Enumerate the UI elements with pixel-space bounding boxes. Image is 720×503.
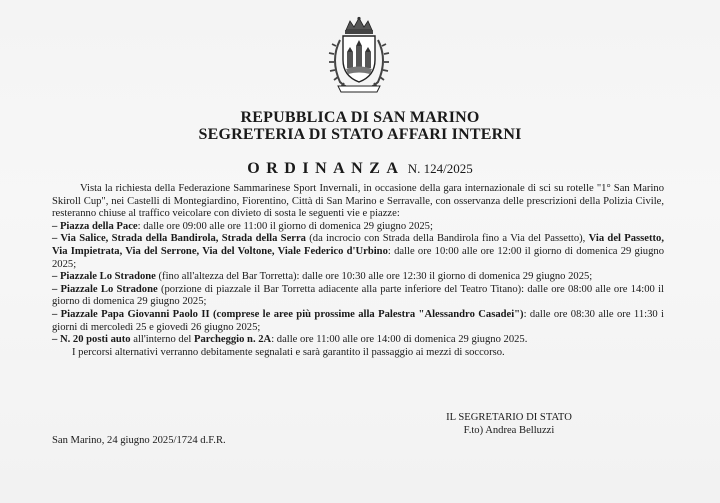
- item-street: Via del Passetto, Via Impietrata, Via del Serrone, Via del Voltone, Viale Federico d'Urbino: [52, 233, 664, 257]
- item-street: – Piazzale Lo Stradone: [52, 271, 156, 283]
- list-item: [52, 284, 664, 309]
- list-item: [52, 233, 664, 271]
- ordinanza-number: N. 124/2025: [407, 161, 473, 176]
- header-republic: REPUBBLICA DI SAN MARINO: [240, 109, 480, 126]
- header-secretariat: SEGRETERIA DI STATO AFFARI INTERNI: [198, 126, 522, 143]
- closing-paragraph: I percorsi alternativi verranno debitamente segnalati e sarà garantito il passaggio ai mezzi di soccorso.: [72, 346, 505, 358]
- ordinanza-word: ORDINANZA: [247, 160, 405, 177]
- list-item: [52, 271, 664, 284]
- item-street: – Piazza della Pace: [52, 220, 138, 232]
- ordinanza-body: [52, 183, 664, 359]
- coat-of-arms-icon: [326, 16, 392, 98]
- intro-paragraph: Vista la richiesta della Federazione Sammarinese Sport Invernali, in occasione della gara internazionale di sci su rotelle "1° San Marino Skiroll Cup", nei Castelli di Montegiardino, Fiorentino, Città di San Marino e Serravalle, con osservanza delle prescrizioni della Polizia Civile, resteranno chiuse al traffico veicolare con divieto di sosta le seguenti vie e piazze:: [52, 183, 664, 220]
- signature-name: F.to) Andrea Belluzzi: [463, 425, 555, 436]
- san-marino-coat-of-arms-emblem: [326, 16, 392, 98]
- item-text: : dalle ore 08:30 alle ore 11:30 i giorni di mercoledì 25 e giovedì 26 giugno 2025;: [52, 308, 664, 333]
- place-date-footer: San Marino, 24 giugno 2025/1724 d.F.R.: [52, 435, 226, 446]
- item-text: all'interno del: [130, 334, 194, 346]
- list-item: [52, 309, 664, 334]
- item-street: – N. 20 posti auto: [52, 334, 131, 346]
- signature-block: [434, 411, 584, 437]
- item-street: – Via Salice, Strada della Bandirola, Strada della Serra: [52, 233, 306, 245]
- item-text: : dalle ore 10:00 alle ore 12:00 il giorno di domenica 29 giugno 2025;: [52, 245, 664, 270]
- signature-title: IL SEGRETARIO DI STATO: [446, 412, 572, 423]
- ordinanza-heading: [0, 160, 720, 178]
- item-street: – Piazzale Papa Giovanni Paolo II (comprese le aree più prossime alla Palestra "Alessandro Casadei"): [52, 308, 524, 320]
- item-text: : dalle ore 11:00 alle ore 14:00 di domenica 29 giugno 2025.: [271, 334, 528, 346]
- item-street: Parcheggio n. 2A: [194, 334, 272, 346]
- item-street: – Piazzale Lo Stradone: [52, 283, 158, 295]
- item-text: : dalle ore 09:00 alle ore 11:00 il giorno di domenica 29 giugno 2025;: [137, 220, 433, 232]
- list-item: [52, 221, 664, 234]
- item-text: (fino all'altezza del Bar Torretta): dalle ore 10:30 alle ore 12:30 il giorno di domenica 29 giugno 2025;: [155, 271, 593, 283]
- item-text: (da incrocio con Strada della Bandirola fino a Via del Passetto),: [305, 233, 589, 245]
- item-text: (porzione di piazzale il Bar Torretta adiacente alla parte inferiore del Teatro Titano): dalle ore 08:00 alle ore 14:00 il giorno di domenica 29 giugno 2025;: [52, 283, 664, 308]
- list-item: [52, 334, 664, 347]
